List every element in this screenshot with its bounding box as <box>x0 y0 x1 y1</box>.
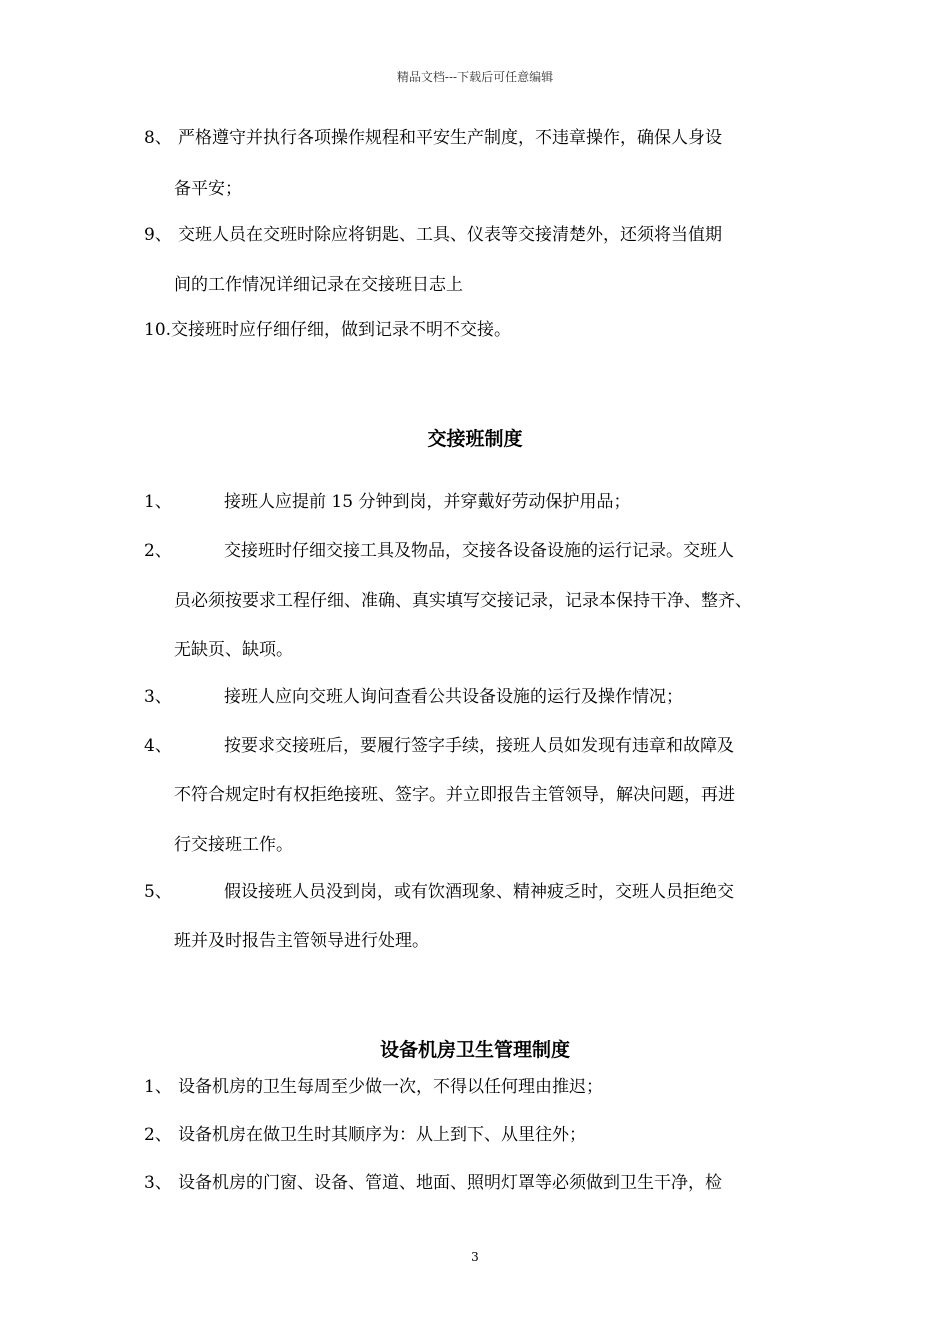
item-continuation: 间的工作情况详细记录在交接班日志上 <box>174 275 463 295</box>
item-text: 交接班时仔细交接工具及物品，交接各设备设施的运行记录。交班人 <box>224 541 734 561</box>
item-number: 1、 <box>144 1077 172 1097</box>
item-continuation: 员必须按要求工程仔细、准确、真实填写交接记录，记录本保持干净、整齐、 <box>174 591 752 611</box>
item-number: 2、 <box>144 541 172 561</box>
item-text: 假设接班人员没到岗，或有饮酒现象、精神疲乏时，交班人员拒绝交 <box>224 882 734 902</box>
section-title: 交接班制度 <box>427 428 523 450</box>
list-item <box>144 735 734 757</box>
item-text: 严格遵守并执行各项操作规程和平安生产制度，不违章操作，确保人身设 <box>178 128 722 148</box>
list-item <box>144 1124 586 1146</box>
item-number: 4、 <box>144 736 172 756</box>
list-item <box>144 1076 603 1098</box>
page-number: 3 <box>471 1250 479 1264</box>
page-header: 精品文档---下载后可任意编辑 <box>396 70 554 84</box>
list-item <box>144 127 722 149</box>
list-item <box>144 491 630 513</box>
item-continuation: 备平安； <box>174 179 242 199</box>
item-number: 8、 <box>144 128 172 148</box>
list-item <box>144 540 734 562</box>
item-number: 1、 <box>144 492 172 512</box>
section-title: 设备机房卫生管理制度 <box>379 1039 570 1061</box>
item-continuation: 不符合规定时有权拒绝接班、签字。并立即报告主管领导，解决问题，再进 <box>174 785 735 805</box>
item-number: 9、 <box>144 225 172 245</box>
list-item <box>144 881 734 903</box>
list-item <box>144 319 511 341</box>
item-continuation: 行交接班工作。 <box>174 835 293 855</box>
item-text: 接班人应向交班人询问查看公共设备设施的运行及操作情况； <box>224 687 683 707</box>
list-item <box>144 1172 722 1194</box>
list-item <box>144 686 683 708</box>
item-text: 交接班时应仔细仔细，做到记录不明不交接。 <box>171 320 512 340</box>
item-text: 设备机房的卫生每周至少做一次，不得以任何理由推迟； <box>178 1077 603 1097</box>
item-continuation: 无缺页、缺项。 <box>174 640 293 660</box>
item-continuation: 班并及时报告主管领导进行处理。 <box>174 931 429 951</box>
list-item <box>144 224 722 246</box>
item-text: 接班人应提前 15 分钟到岗，并穿戴好劳动保护用品； <box>224 492 631 512</box>
item-number: 2、 <box>144 1125 172 1145</box>
item-text: 交班人员在交班时除应将钥匙、工具、仪表等交接清楚外，还须将当值期 <box>178 225 722 245</box>
item-number: 3、 <box>144 687 172 707</box>
item-text: 按要求交接班后，要履行签字手续，接班人员如发现有违章和故障及 <box>224 736 734 756</box>
item-text: 设备机房的门窗、设备、管道、地面、照明灯罩等必须做到卫生干净，检 <box>178 1173 722 1193</box>
item-text: 设备机房在做卫生时其顺序为：从上到下、从里往外； <box>178 1125 586 1145</box>
item-number: 5、 <box>144 882 172 902</box>
item-number: 3、 <box>144 1173 172 1193</box>
item-number: 10. <box>144 320 172 340</box>
